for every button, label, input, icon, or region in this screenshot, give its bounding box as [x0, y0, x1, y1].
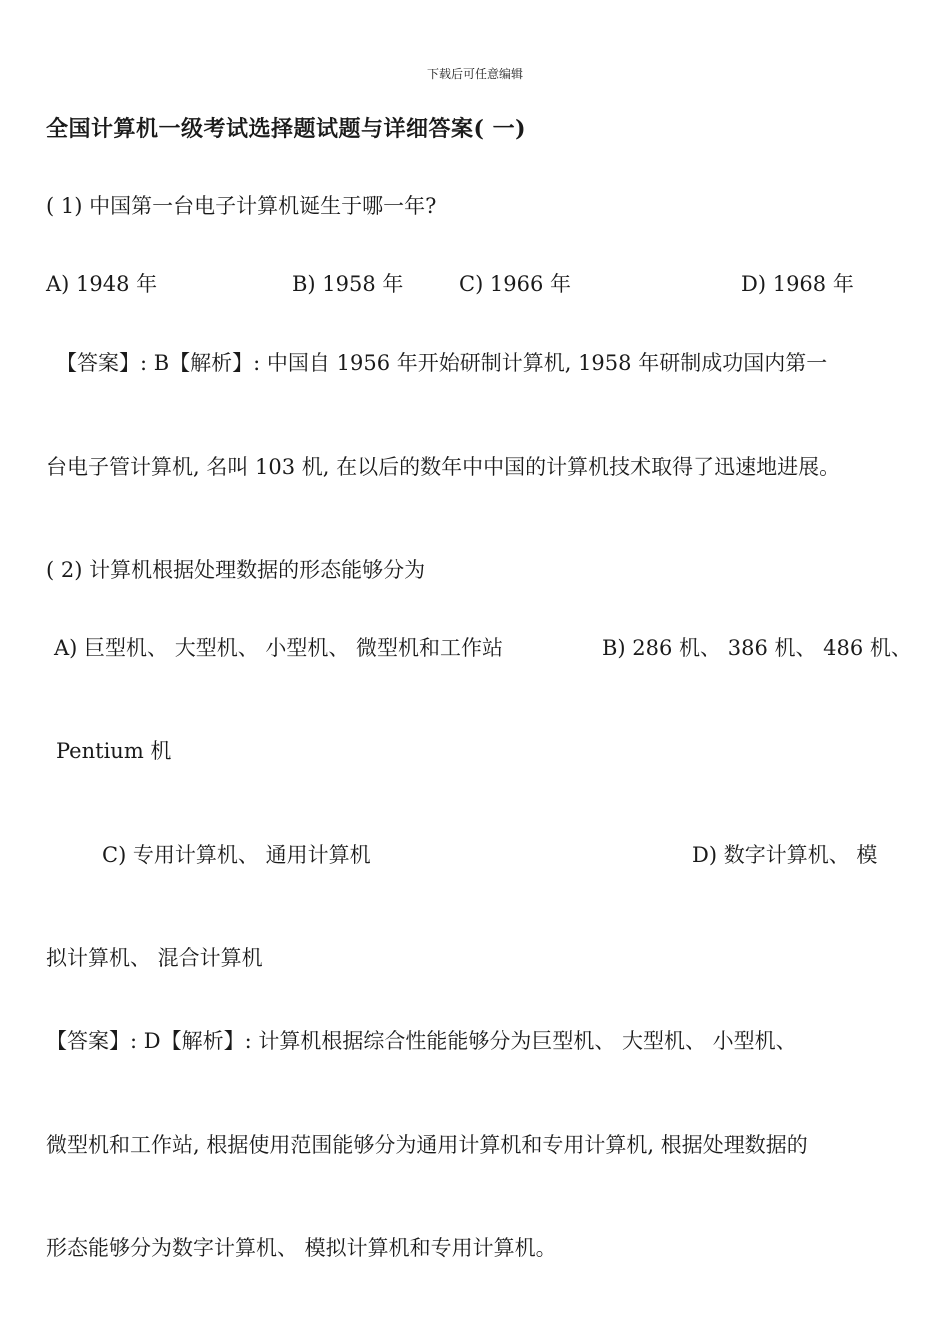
question-1-option-c: C) 1966 年: [459, 272, 572, 296]
question-1-option-d: D) 1968 年: [741, 272, 854, 296]
question-1-answer-line-1: 【答案】: B【解析】: 中国自 1956 年开始研制计算机, 1958 年研制成功国内第一: [56, 351, 828, 375]
question-1-answer-line-2: 台电子管计算机, 名叫 103 机, 在以后的数年中中国的计算机技术取得了迅速地进展。: [46, 455, 841, 479]
question-2-option-a: A) 巨型机、 大型机、 小型机、 微型机和工作站: [54, 636, 504, 660]
question-2-option-b: B) 286 机、 386 机、 486 机、: [602, 636, 912, 660]
question-2-answer-line-1: 【答案】: D【解析】: 计算机根据综合性能能够分为巨型机、 大型机、 小型机、: [46, 1029, 797, 1053]
header-note: 下载后可任意编辑: [426, 67, 523, 81]
question-2-option-c: C) 专用计算机、 通用计算机: [102, 843, 371, 867]
question-2-option-b-continued: Pentium 机: [56, 739, 172, 763]
question-2-answer-line-2: 微型机和工作站, 根据使用范围能够分为通用计算机和专用计算机, 根据处理数据的: [46, 1133, 808, 1157]
question-2-answer-line-3: 形态能够分为数字计算机、 模拟计算机和专用计算机。: [46, 1236, 557, 1260]
question-2-option-d-continued: 拟计算机、 混合计算机: [46, 946, 263, 970]
document-title: 全国计算机一级考试选择题试题与详细答案( 一): [46, 116, 526, 142]
question-2-text: ( 2) 计算机根据处理数据的形态能够分为: [46, 558, 426, 582]
question-2-option-d: D) 数字计算机、 模: [692, 843, 878, 867]
question-1-option-b: B) 1958 年: [292, 272, 404, 296]
question-1-option-a: A) 1948 年: [46, 272, 158, 296]
question-1-text: ( 1) 中国第一台电子计算机诞生于哪一年?: [46, 194, 437, 218]
